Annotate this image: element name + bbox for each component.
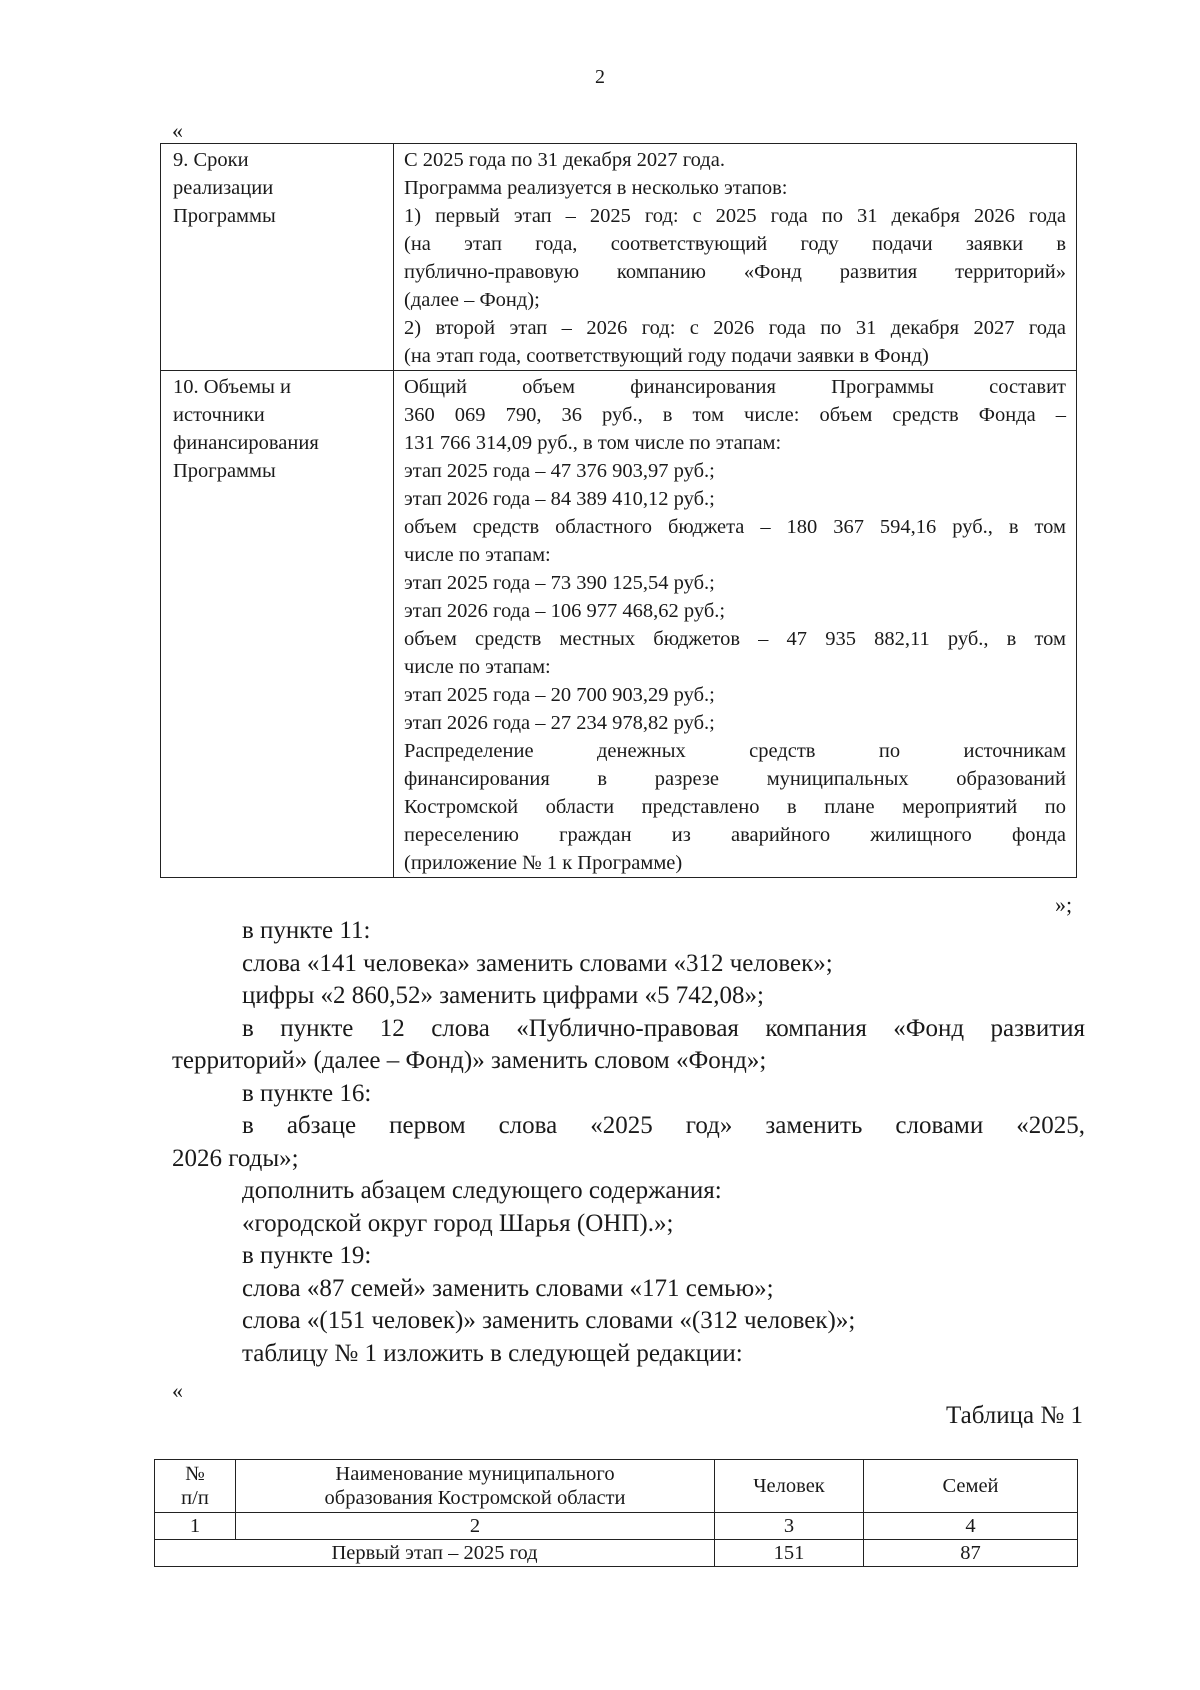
amendment-line: в пункте 19: <box>242 1242 372 1269</box>
term-content-cell <box>394 144 1077 371</box>
term-text-line: публично-правовую компанию «Фонд развития территорий» <box>404 261 1066 283</box>
funding-text-line: этап 2026 года – 27 234 978,82 руб.; <box>404 712 715 734</box>
header-text: п/п <box>181 1487 209 1509</box>
opening-quote-mark: « <box>172 118 183 143</box>
funding-label-line: 10. Объемы и <box>173 376 292 398</box>
funding-text-line: Общий объем финансирования Программы составит <box>404 376 1066 398</box>
funding-text-line: Костромской области представлено в плане мероприятий по <box>404 796 1066 818</box>
table-row-stage <box>155 1540 1078 1567</box>
funding-content-cell <box>394 371 1077 878</box>
funding-text-line: 360 069 790, 36 руб., в том числе: объем средств Фонда – <box>404 404 1066 426</box>
funding-text-line: числе по этапам: <box>404 544 551 566</box>
funding-text-line: этап 2026 года – 84 389 410,12 руб.; <box>404 488 715 510</box>
funding-text-line: 131 766 314,09 руб., в том числе по этапам: <box>404 432 782 454</box>
funding-text-line: Распределение денежных средств по источникам <box>404 740 1066 762</box>
amendment-line: в пункте 16: <box>242 1079 372 1107</box>
header-cell-number <box>155 1460 236 1513</box>
term-text-line: 2) второй этап – 2026 год: с 2026 года по 31 декабря 2027 года <box>404 317 1066 339</box>
term-label-cell <box>161 144 394 371</box>
amendment-line: территорий» (далее – Фонд)» заменить словом «Фонд»; <box>172 1047 767 1074</box>
term-text-line: (на этап года, соответствующий году подачи заявки в <box>404 233 1066 255</box>
header-cell-people: Человек <box>715 1460 864 1513</box>
header-cell-families: Семей <box>864 1460 1078 1513</box>
table-cell: 3 <box>715 1513 864 1540</box>
table-cell: Первый этап – 2025 год <box>155 1540 715 1567</box>
amendment-line: 2026 годы»; <box>172 1144 299 1172</box>
amendment-line: в пункте 11: <box>242 917 371 944</box>
term-text-line: С 2025 года по 31 декабря 2027 года. <box>404 149 725 171</box>
table-header-row <box>155 1460 1078 1513</box>
resettlement-table <box>154 1459 1078 1567</box>
term-text-line: Программа реализуется в несколько этапов: <box>404 177 788 199</box>
closing-quote-mark: »; <box>1055 892 1073 917</box>
amendment-line: слова «141 человека» заменить словами «312 человек»; <box>242 949 833 977</box>
amendment-line: дополнить абзацем следующего содержания: <box>242 1177 722 1204</box>
opening-quote-mark: « <box>172 1378 183 1403</box>
term-label-line: Программы <box>173 205 276 227</box>
amendment-line: таблицу № 1 изложить в следующей редакции: <box>242 1339 743 1367</box>
funding-text-line: переселению граждан из аварийного жилищного фонда <box>404 824 1066 846</box>
term-label-line: 9. Сроки <box>173 149 249 171</box>
funding-text-line: объем средств местных бюджетов – 47 935 882,11 руб., в том <box>404 628 1066 650</box>
term-label-line: реализации <box>173 177 274 199</box>
table-row-funding <box>161 371 1077 878</box>
funding-text-line: финансирования в разрезе муниципальных образований <box>404 768 1066 790</box>
amendment-line: цифры «2 860,52» заменить цифрами «5 742,08»; <box>242 982 764 1009</box>
funding-text-line: объем средств областного бюджета – 180 367 594,16 руб., в том <box>404 516 1066 538</box>
amendments-text <box>172 915 1085 1370</box>
amendment-line: в пункте 12 слова «Публично-правовая компания «Фонд развития <box>242 1014 1085 1042</box>
amendment-line: слова «(151 человек)» заменить словами «(312 человек)»; <box>242 1307 856 1334</box>
funding-label-line: финансирования <box>173 432 319 454</box>
funding-text-line: этап 2025 года – 73 390 125,54 руб.; <box>404 572 715 594</box>
amendment-line: слова «87 семей» заменить словами «171 семью»; <box>242 1274 774 1302</box>
funding-text-line: числе по этапам: <box>404 656 551 678</box>
term-text-line: 1) первый этап – 2025 год: с 2025 года по 31 декабря 2026 года <box>404 205 1066 227</box>
term-text-line: (на этап года, соответствующий году подачи заявки в Фонд) <box>404 345 929 367</box>
term-text-line: (далее – Фонд); <box>404 289 540 311</box>
table-cell: 1 <box>155 1513 236 1540</box>
header-cell-municipality <box>236 1460 715 1513</box>
header-text: образования Костромской области <box>324 1487 626 1509</box>
amendment-line: «городской округ город Шарья (ОНП).»; <box>242 1209 674 1237</box>
header-text: Наименование муниципального <box>335 1463 615 1485</box>
funding-text-line: (приложение № 1 к Программе) <box>404 852 683 874</box>
table-cell: 87 <box>864 1540 1078 1567</box>
header-text: № <box>185 1463 205 1485</box>
program-passport-table <box>160 143 1077 878</box>
funding-label-cell <box>161 371 394 878</box>
table-cell: 151 <box>715 1540 864 1567</box>
table-cell: 4 <box>864 1513 1078 1540</box>
funding-text-line: этап 2026 года – 106 977 468,62 руб.; <box>404 600 726 622</box>
table-cell: 2 <box>236 1513 715 1540</box>
funding-label-line: Программы <box>173 460 276 482</box>
table-caption: Таблица № 1 <box>945 1402 1083 1429</box>
table-row-term <box>161 144 1077 371</box>
funding-label-line: источники <box>173 404 265 426</box>
page-number: 2 <box>595 66 605 88</box>
amendment-line: в абзаце первом слова «2025 год» заменить словами «2025, <box>242 1112 1085 1139</box>
funding-text-line: этап 2025 года – 20 700 903,29 руб.; <box>404 684 715 706</box>
table-row-column-index <box>155 1513 1078 1540</box>
funding-text-line: этап 2025 года – 47 376 903,97 руб.; <box>404 460 715 482</box>
